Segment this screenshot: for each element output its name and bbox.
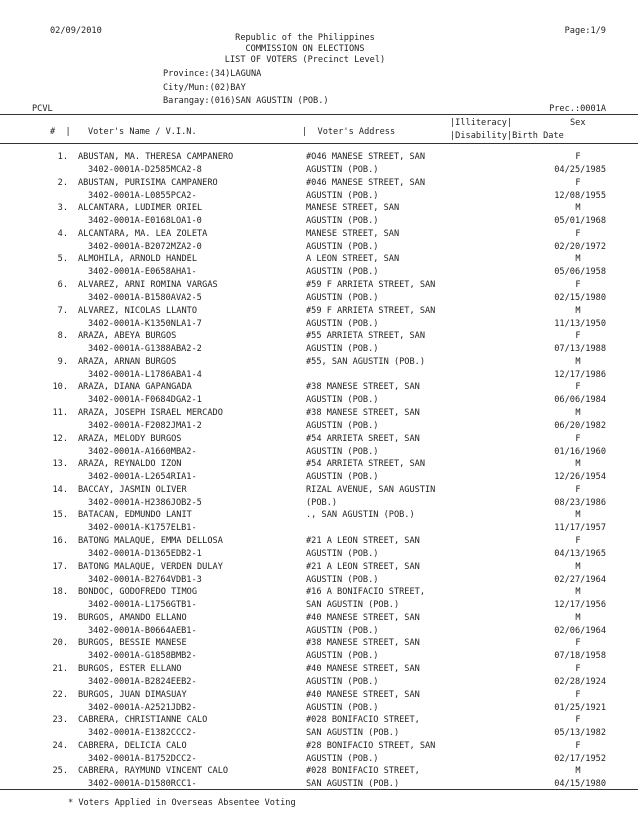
voter-vin: 3402-0001A-H2386JOB2-5 [88, 497, 202, 508]
voter-address-line2: AGUSTIN (POB.) [306, 421, 379, 431]
voter-vin: 3402-0001A-L2654RIA1- [88, 472, 197, 483]
voter-address-line1: #21 A LEON STREET, SAN [306, 561, 420, 572]
voter-address-line2: AGUSTIN (POB.) [306, 395, 379, 406]
voter-row [0, 331, 638, 357]
voter-row [0, 280, 638, 306]
voter-row [0, 613, 638, 639]
col-illiteracy-header: |Illiteracy| [450, 118, 513, 128]
voter-sex: M [575, 408, 581, 418]
voter-number: 11. [52, 408, 68, 418]
voter-row [0, 229, 638, 255]
voter-address-line2: SAN AGUSTIN (POB.) [306, 728, 400, 739]
voter-name: BACCAY, JASMIN OLIVER [78, 484, 187, 495]
voter-address-line2: AGUSTIN (POB.) [306, 190, 379, 201]
voter-number: 5. [57, 254, 68, 265]
voter-address-line2: (POB.) [306, 497, 338, 508]
voter-address-line2: AGUSTIN (POB.) [306, 702, 379, 713]
voter-row [0, 408, 638, 434]
col-address-header: | Voter's Address [302, 127, 396, 137]
voter-sex: M [575, 305, 581, 316]
voter-name: BATONG MALAQUE, VERDEN DULAY [78, 561, 223, 572]
voter-row [0, 459, 638, 485]
voter-address-line2: AGUSTIN (POB.) [306, 472, 379, 483]
voter-row [0, 536, 638, 562]
voter-address-line1: ., SAN AGUSTIN (POB.) [306, 510, 415, 521]
voter-address-line2: AGUSTIN (POB.) [306, 446, 379, 457]
voter-vin: 3402-0001A-E0168LOA1-0 [88, 216, 202, 227]
voter-vin: 3402-0001A-E0658AHA1- [88, 267, 197, 278]
voter-number: 20. [52, 638, 68, 649]
voter-sex: M [575, 612, 581, 623]
voter-address-line1: #38 MANESE STREET, SAN [306, 408, 420, 418]
voter-row [0, 203, 638, 229]
voter-birth-date: 04/15/1980 [554, 779, 606, 790]
voter-address-line2: AGUSTIN (POB.) [306, 241, 379, 252]
header-top-rule [0, 114, 638, 115]
voter-vin: 3402-0001A-B1752DCC2- [88, 753, 197, 764]
voter-vin: 3402-0001A-D1365EDB2-1 [88, 549, 202, 559]
voter-name: BURGOS, ESTER ELLANO [78, 664, 182, 674]
voter-number: 7. [57, 305, 68, 316]
voter-sex: F [575, 740, 581, 751]
voter-address-line2: AGUSTIN (POB.) [306, 344, 379, 355]
voter-address-line1: A LEON STREET, SAN [306, 254, 400, 265]
voter-name: BURGOS, BESSIE MANESE [78, 638, 187, 649]
header-bottom-rule [0, 143, 638, 144]
col-disability-birthdate-header: |Disability|Birth Date [450, 131, 564, 141]
voter-address-line1: MANESE STREET, SAN [306, 228, 400, 239]
voter-name: ALCANTARA, MA. LEA ZOLETA [78, 228, 208, 239]
voter-birth-date: 11/13/1950 [554, 318, 606, 329]
voter-sex: F [575, 638, 581, 649]
voter-row [0, 152, 638, 178]
voter-birth-date: 02/27/1964 [554, 574, 606, 585]
voter-address-line2: AGUSTIN (POB.) [306, 574, 379, 585]
voter-row [0, 690, 638, 716]
voter-number: 13. [52, 459, 68, 470]
voter-vin: 3402-0001A-A1660MBA2- [88, 446, 197, 457]
voter-row [0, 562, 638, 588]
voter-vin: 3402-0001A-L1756GTB1- [88, 600, 197, 611]
voter-name: ARAZA, ARNAN BURGOS [78, 356, 177, 367]
voter-birth-date: 05/01/1968 [554, 216, 606, 227]
voter-vin: 3402-0001A-L1786ABA1-4 [88, 369, 202, 380]
voter-birth-date: 11/17/1957 [554, 523, 606, 534]
voter-row [0, 178, 638, 204]
voter-number: 9. [57, 356, 68, 367]
voter-address-line1: #59 F ARRIETA STREET, SAN [306, 280, 436, 290]
voter-sex: F [575, 177, 581, 188]
voter-birth-date: 06/20/1982 [554, 421, 606, 431]
voter-address-line1: #55, SAN AGUSTIN (POB.) [306, 356, 425, 367]
voter-address-line1: #28 BONIFACIO STREET, SAN [306, 740, 436, 751]
voter-sex: F [575, 433, 581, 444]
voter-address-line1: #40 MANESE STREET, SAN [306, 689, 420, 700]
voter-address-line2: AGUSTIN (POB.) [306, 625, 379, 636]
voter-row [0, 587, 638, 613]
voter-address-line2: AGUSTIN (POB.) [306, 216, 379, 227]
voter-address-line1: #028 BONIFACIO STREET, [306, 715, 420, 726]
voter-sex: M [575, 510, 581, 521]
voter-vin: 3402-0001A-B0664AEB1- [88, 625, 197, 636]
voter-birth-date: 12/17/1986 [554, 369, 606, 380]
voter-vin: 3402-0001A-L0855PCA2- [88, 190, 197, 201]
province-label: Province:(34)LAGUNA [163, 69, 262, 79]
voter-address-line1: #40 MANESE STREET, SAN [306, 612, 420, 623]
voter-name: BONDOC, GODOFREDO TIMOG [78, 587, 197, 598]
voter-address-line1: #38 MANESE STREET, SAN [306, 382, 420, 393]
voter-row [0, 357, 638, 383]
voter-address-line2: AGUSTIN (POB.) [306, 267, 379, 278]
voter-sex: M [575, 356, 581, 367]
voter-number: 22. [52, 689, 68, 700]
voter-birth-date: 02/06/1964 [554, 625, 606, 636]
voter-birth-date: 02/20/1972 [554, 241, 606, 252]
voter-number: 18. [52, 587, 68, 598]
voter-row [0, 715, 638, 741]
precinct-label: Prec.:0001A [549, 104, 606, 114]
voter-number: 16. [52, 536, 68, 546]
voter-row [0, 485, 638, 511]
voter-address-line1: MANESE STREET, SAN [306, 203, 400, 214]
voter-vin: 3402-0001A-K1757ELB1- [88, 523, 197, 534]
page-number: Page:1/9 [564, 26, 606, 36]
voter-birth-date: 06/06/1984 [554, 395, 606, 406]
voter-sex: M [575, 766, 581, 777]
voter-number: 17. [52, 561, 68, 572]
commission-title: COMMISSION ON ELECTIONS [245, 44, 365, 54]
voter-birth-date: 08/23/1986 [554, 497, 606, 508]
voter-address-line1: #59 F ARRIETA STREET, SAN [306, 305, 436, 316]
voter-name: ALCANTARA, LUDIMER ORIEL [78, 203, 203, 214]
pcvl-label: PCVL [32, 104, 53, 114]
voter-address-line2: AGUSTIN (POB.) [306, 549, 379, 559]
voter-name: ALVAREZ, ARNI ROMINA VARGAS [78, 280, 218, 290]
voter-name: BATONG MALAQUE, EMMA DELLOSA [78, 536, 223, 546]
voter-row [0, 306, 638, 332]
voter-name: CABRERA, RAYMUND VINCENT CALO [78, 766, 229, 777]
voter-row [0, 638, 638, 664]
voter-vin: 3402-0001A-G1388ABA2-2 [88, 344, 202, 355]
voter-sex: F [575, 382, 581, 393]
voter-birth-date: 05/06/1958 [554, 267, 606, 278]
voter-number: 25. [52, 766, 68, 777]
voter-name: ARAZA, REYNALDO IZON [78, 459, 182, 470]
voter-address-line1: RIZAL AVENUE, SAN AGUSTIN [306, 484, 436, 495]
voter-row [0, 382, 638, 408]
voter-sex: F [575, 536, 581, 546]
voter-name: BURGOS, AMANDO ELLANO [78, 612, 187, 623]
voter-address-line2: AGUSTIN (POB.) [306, 293, 379, 303]
voter-address-line1: #38 MANESE STREET, SAN [306, 638, 420, 649]
voter-number: 15. [52, 510, 68, 521]
voter-address-line1: #O46 MANESE STREET, SAN [306, 152, 425, 162]
barangay-label: Barangay:(016)SAN AGUSTIN (POB.) [163, 96, 329, 106]
voter-sex: F [575, 689, 581, 700]
voter-number: 12. [52, 433, 68, 444]
voter-number: 14. [52, 484, 68, 495]
voter-address-line1: #54 ARRIETA STREET, SAN [306, 459, 425, 470]
voter-row [0, 254, 638, 280]
voter-number: 21. [52, 664, 68, 674]
voter-address-line2: AGUSTIN (POB.) [306, 677, 379, 687]
republic-title: Republic of the Philippines [235, 33, 375, 43]
voter-name: ALMOHILA, ARNOLD HANDEL [78, 254, 197, 265]
voter-birth-date: 07/13/1988 [554, 344, 606, 355]
voter-vin: 3402-0001A-F0684DGA2-1 [88, 395, 202, 406]
voter-number: 24. [52, 740, 68, 751]
voter-birth-date: 02/17/1952 [554, 753, 606, 764]
voter-birth-date: 12/08/1955 [554, 190, 606, 201]
voter-vin: 3402-0001A-F2082JMA1-2 [88, 421, 202, 431]
voter-name: ARAZA, JOSEPH ISRAEL MERCADO [78, 408, 223, 418]
voter-birth-date: 12/26/1954 [554, 472, 606, 483]
footer-rule [0, 789, 638, 790]
voter-number: 23. [52, 715, 68, 726]
footer-note: * Voters Applied in Overseas Absentee Voting [68, 798, 296, 808]
voter-name: CABRERA, DELICIA CALO [78, 740, 187, 751]
print-date: 02/09/2010 [50, 26, 102, 36]
voter-number: 4. [57, 228, 68, 239]
voter-sex: M [575, 561, 581, 572]
voter-number: 2. [57, 177, 68, 188]
voter-vin: 3402-0001A-B1580AVA2-5 [88, 293, 202, 303]
voter-birth-date: 02/15/1980 [554, 293, 606, 303]
voter-row [0, 434, 638, 460]
voter-name: ABUSTAN, MA. THERESA CAMPANERO [78, 152, 234, 162]
voter-address-line1: #028 BONIFACIO STREET, [306, 766, 420, 777]
voter-address-line1: #16 A BONIFACIO STREET, [306, 587, 425, 598]
voter-birth-date: 04/25/1985 [554, 165, 606, 175]
voter-name: BURGOS, JUAN DIMASUAY [78, 689, 187, 700]
voter-address-line2: SAN AGUSTIN (POB.) [306, 779, 400, 790]
voter-vin: 3402-0001A-E1382CCC2- [88, 728, 197, 739]
voter-birth-date: 07/18/1958 [554, 651, 606, 662]
voter-name: BATACAN, EDMUNDO LANIT [78, 510, 192, 521]
voter-address-line2: AGUSTIN (POB.) [306, 165, 379, 175]
voter-row [0, 510, 638, 536]
voter-vin: 3402-0001A-B2824EEB2- [88, 677, 197, 687]
voter-sex: M [575, 254, 581, 265]
voter-name: ARAZA, ABEYA BURGOS [78, 331, 177, 342]
voter-birth-date: 04/13/1965 [554, 549, 606, 559]
voter-number: 3. [57, 203, 68, 214]
voter-vin: 3402-0001A-A2521JDB2- [88, 702, 197, 713]
voter-address-line1: #40 MANESE STREET, SAN [306, 664, 420, 674]
voter-sex: F [575, 152, 581, 162]
voter-number: 8. [57, 331, 68, 342]
voter-address-line1: #046 MANESE STREET, SAN [306, 177, 425, 188]
voter-address-line2: SAN AGUSTIN (POB.) [306, 600, 400, 611]
voter-sex: F [575, 715, 581, 726]
voter-sex: M [575, 203, 581, 214]
voter-sex: M [575, 587, 581, 598]
col-number-header: # | [50, 127, 71, 137]
voter-number: 10. [52, 382, 68, 393]
voter-name: CABRERA, CHRISTIANNE CALO [78, 715, 208, 726]
voter-number: 6. [57, 280, 68, 290]
voter-address-line1: #54 ARRIETA SREET, SAN [306, 433, 420, 444]
voter-birth-date: 02/28/1924 [554, 677, 606, 687]
voter-vin: 3402-0001A-B2764VDB1-3 [88, 574, 202, 585]
col-name-header: Voter's Name / V.I.N. [88, 127, 197, 137]
voter-number: 19. [52, 612, 68, 623]
voter-vin: 3402-0001A-K1350NLA1-7 [88, 318, 202, 329]
voter-sex: F [575, 228, 581, 239]
voter-birth-date: 05/13/1982 [554, 728, 606, 739]
voter-name: ARAZA, MELODY BURGOS [78, 433, 182, 444]
voter-address-line2: AGUSTIN (POB.) [306, 651, 379, 662]
city-label: City/Mun:(02)BAY [163, 83, 246, 93]
voter-sex: F [575, 484, 581, 495]
voter-vin: 3402-0001A-G1858BMB2- [88, 651, 197, 662]
document-title: LIST OF VOTERS (Precinct Level) [224, 55, 386, 65]
voter-vin: 3402-0001A-D1580RCC1- [88, 779, 197, 790]
voter-birth-date: 01/16/1960 [554, 446, 606, 457]
voter-sex: F [575, 331, 581, 342]
voter-row [0, 664, 638, 690]
voter-name: ABUSTAN, PURISIMA CAMPANERO [78, 177, 218, 188]
voter-sex: F [575, 664, 581, 674]
voter-birth-date: 12/17/1956 [554, 600, 606, 611]
col-sex-header: Sex [570, 118, 586, 128]
voter-name: ALVAREZ, NICOLAS LLANTO [78, 305, 197, 316]
voter-vin: 3402-0001A-B2072MZA2-0 [88, 241, 202, 252]
voter-number: 1. [57, 152, 68, 162]
voter-birth-date: 01/25/1921 [554, 702, 606, 713]
voter-address-line1: #55 ARRIETA STREET, SAN [306, 331, 425, 342]
voter-address-line2: AGUSTIN (POB.) [306, 753, 379, 764]
voter-vin: 3402-0001A-D2585MCA2-8 [88, 165, 202, 175]
voter-sex: F [575, 280, 581, 290]
voter-row [0, 741, 638, 767]
voter-name: ARAZA, DIANA GAPANGADA [78, 382, 192, 393]
voter-address-line2: AGUSTIN (POB.) [306, 318, 379, 329]
voter-sex: M [575, 459, 581, 470]
voter-address-line1: #21 A LEON STREET, SAN [306, 536, 420, 546]
